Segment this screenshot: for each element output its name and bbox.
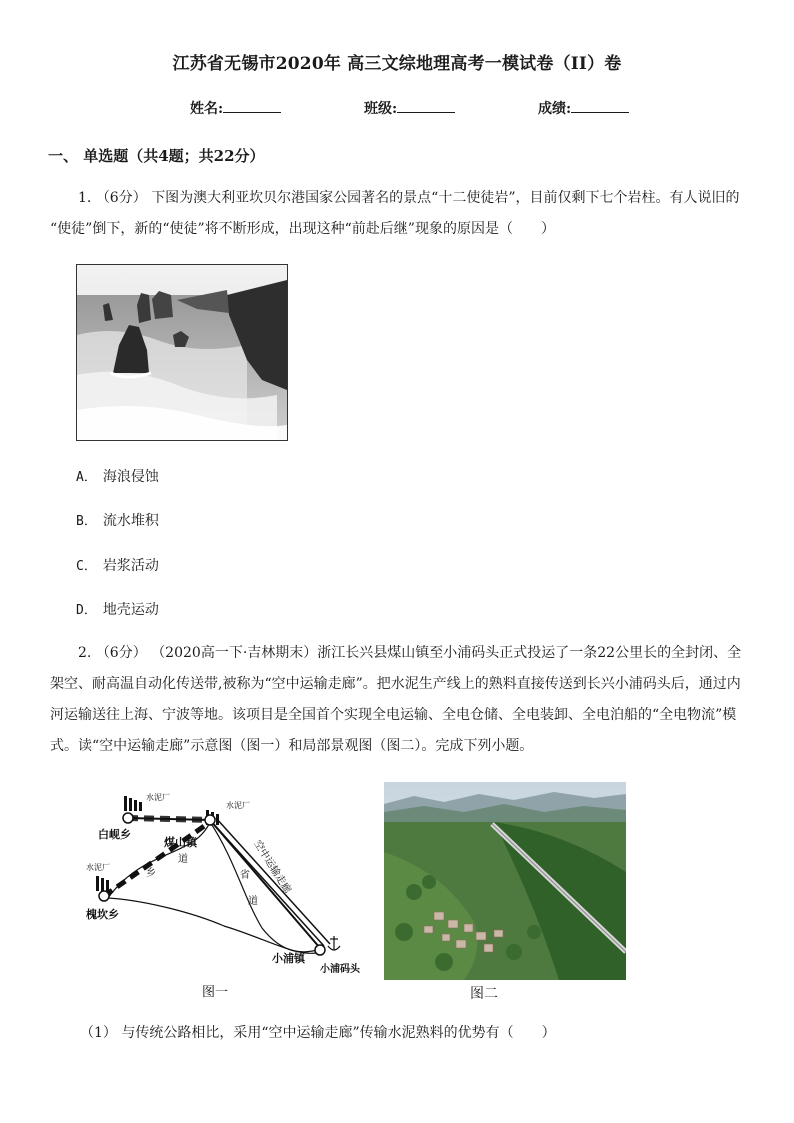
option-b-letter: B．: [76, 514, 97, 529]
corridor-schematic-map: [84, 788, 374, 1003]
class-field[interactable]: [364, 98, 455, 118]
student-info-row: [0, 98, 794, 118]
name-field[interactable]: [190, 98, 281, 118]
option-d-text: 地壳运动: [102, 602, 159, 618]
baixian-label: 白岘乡: [98, 828, 131, 841]
name-label: 姓名:: [190, 101, 224, 117]
meishan-label: 煤山镇: [164, 836, 197, 849]
road-label-dao: 道: [178, 854, 188, 865]
section-title: 一、 单选题（共4题；共22分）: [48, 147, 265, 165]
class-label: 班级:: [364, 101, 398, 117]
figure-1-caption: 图一: [202, 985, 229, 1000]
question-1-text: [50, 183, 750, 245]
corridor-label: 空中运输走廊: [251, 838, 293, 896]
provincial-road: [210, 822, 318, 952]
figure-2-caption: 图二: [470, 986, 498, 1002]
cement-plant-label-1: 水泥厂: [146, 793, 170, 802]
question-2-number: 2.: [78, 645, 92, 661]
question-1-option-a[interactable]: [76, 466, 159, 486]
option-d-letter: D．: [76, 603, 97, 618]
cement-plant-label-3: 水泥厂: [86, 863, 110, 872]
corridor-aerial-photo: [384, 782, 626, 980]
meishan-marker-icon: [205, 815, 215, 825]
question-1-option-b[interactable]: [76, 510, 159, 530]
question-2-line2: 架空、耐高温自动化传送带,被称为“空中运输走廊”。把水泥生产线上的熟料直接传送到长兴小浦码头后，通过内: [50, 676, 741, 692]
question-2-sub-1: （1） 与传统公路相比，采用“空中运输走廊”传输水泥熟料的优势有（ ）: [80, 1025, 556, 1041]
xiaopu-town-label: 小浦镇: [272, 952, 305, 965]
option-c-letter: C．: [76, 559, 97, 574]
score-label: 成绩:: [538, 101, 572, 117]
question-2-line4: 式。读“空中运输走廊”示意图（图一）和局部景观图（图二）。完成下列小题。: [50, 738, 534, 754]
question-1-number: 1.: [78, 190, 92, 206]
twelve-apostles-photo: [76, 264, 288, 441]
question-2-line3: 河运输送往上海、宁波等地。该项目是全国首个实现全电运输、全电仓储、全电装卸、全电泊船的“全电物流”模: [50, 707, 737, 723]
name-blank[interactable]: [223, 98, 281, 113]
option-b-text: 流水堆积: [102, 513, 159, 529]
road-label-sheng: 省: [240, 870, 250, 881]
baixian-marker-icon: [123, 813, 133, 823]
road-label-xiang: 乡: [146, 868, 156, 879]
score-blank[interactable]: [571, 98, 629, 113]
question-2-text: [50, 638, 750, 762]
question-1-line2: “使徒”倒下，新的“使徒”将不断形成，出现这种“前赴后继”现象的原因是（ ）: [50, 221, 555, 237]
xiaopu-dock-label: 小浦码头: [320, 964, 360, 975]
question-1-option-c[interactable]: [76, 555, 159, 575]
option-a-text: 海浪侵蚀: [102, 469, 159, 485]
question-2-line1: （2020高一下·吉林期末）浙江长兴县煤山镇至小浦码头正式投运了一条22公里长的全封闭、全: [151, 645, 742, 661]
cement-plant-label-2: 水泥厂: [226, 801, 250, 810]
question-1-option-d[interactable]: [76, 599, 159, 619]
question-1-line1: 下图为澳大利亚坎贝尔港国家公园著名的景点“十二使徒岩”，目前仅剩下七个岩柱。有人说旧的: [151, 190, 740, 206]
score-field[interactable]: [538, 98, 629, 118]
option-a-letter: A．: [76, 470, 97, 485]
question-2-score: （6分）: [95, 645, 147, 661]
road-label-dao2: 道: [248, 896, 258, 907]
xiaopu-marker-icon: [315, 945, 325, 955]
class-blank[interactable]: [397, 98, 455, 113]
question-1-score: （6分）: [95, 190, 147, 206]
corridor-line-a: [128, 818, 320, 948]
huaikan-marker-icon: [99, 891, 109, 901]
factory-icon-huaikan: [96, 876, 109, 891]
huaikan-label: 槐坎乡: [86, 908, 119, 921]
exam-title: 江苏省无锡市2020年 高三文综地理高考一模试卷（II）卷: [172, 54, 622, 74]
corridor-line-c: [216, 818, 330, 944]
factory-icon-baixian: [124, 796, 142, 811]
option-c-text: 岩浆活动: [102, 558, 159, 574]
